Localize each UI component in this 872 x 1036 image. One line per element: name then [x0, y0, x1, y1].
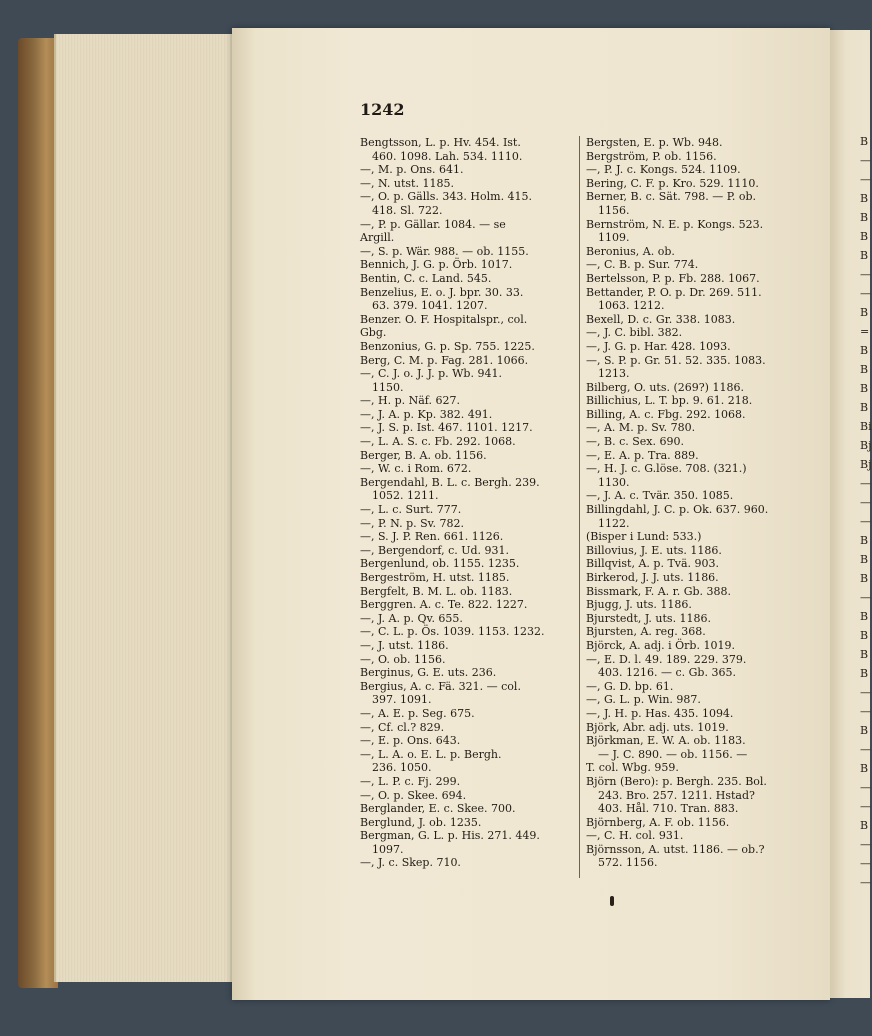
index-line: Bergenlund, ob. 1155. 1235. [360, 557, 520, 571]
next-page-fragment: — [860, 477, 871, 490]
next-page-fragment: B [860, 667, 869, 680]
index-line: Berg, C. M. p. Fag. 281. 1066. [360, 353, 529, 367]
index-line: Bergeström, H. utst. 1185. [360, 571, 510, 584]
next-page-fragment: B [860, 572, 869, 585]
index-line: Bering, C. F. p. Kro. 529. 1110. [586, 176, 759, 190]
column-divider [579, 136, 580, 878]
next-page-fragment: B [860, 724, 869, 737]
next-page-fragment: B [860, 306, 869, 319]
index-line: 1122. [598, 516, 630, 530]
left-column [360, 136, 572, 870]
index-line: 1109. [598, 231, 630, 245]
index-line: Björnsson, A. utst. 1186. — ob.? [586, 842, 765, 856]
next-page-fragment: — [860, 496, 871, 509]
next-page-fragment: — [860, 857, 871, 870]
index-line: Benzonius, G. p. Sp. 755. 1225. [360, 339, 535, 353]
index-line: —, J. utst. 1186. [360, 638, 449, 652]
right-column [586, 136, 816, 870]
ink-mark [610, 896, 614, 906]
index-line: Berggren. A. c. Te. 822. 1227. [360, 598, 528, 612]
index-line: —, C. L. p. Ös. 1039. 1153. 1232. [360, 625, 545, 639]
index-line: —, C. J. o. J. J. p. Wb. 941. [360, 367, 502, 381]
index-line: (Bisper i Lund: 533.) [586, 530, 702, 544]
index-line: —, L. P. c. Fj. 299. [360, 774, 461, 788]
index-line: 243. Bro. 257. 1211. Hstad? [598, 788, 755, 802]
next-page-fragment: = [860, 325, 870, 338]
index-line: —, J. A. c. Tvär. 350. 1085. [586, 489, 734, 503]
index-line: —, Cf. cl.? 829. [360, 720, 445, 734]
next-page-fragment: — [860, 743, 871, 756]
next-page-edge [830, 30, 870, 998]
index-line: —, O. p. Skee. 694. [360, 788, 467, 802]
page-edges [54, 34, 242, 982]
next-page-fragment: Bj [860, 439, 872, 452]
index-line: Bettander, P. O. p. Dr. 269. 511. [586, 285, 762, 299]
index-line: Bergström, P. ob. 1156. [586, 149, 717, 163]
index-line: Billovius, J. E. uts. 1186. [586, 543, 722, 557]
index-line: —, J. S. p. Ist. 467. 1101. 1217. [360, 421, 533, 435]
next-page-fragment: B [860, 192, 869, 205]
index-line: —, P. J. c. Kongs. 524. 1109. [586, 163, 741, 177]
index-line: Gbg. [360, 326, 387, 340]
next-page-fragment: B [860, 230, 869, 243]
index-line: Billingdahl, J. C. p. Ok. 637. 960. [586, 503, 769, 517]
index-line: —, G. D. bp. 61. [586, 679, 674, 693]
index-line: —, H. p. Näf. 627. [360, 394, 460, 408]
index-line: Bennich, J. G. p. Örb. 1017. [360, 258, 513, 272]
next-page-fragment: — [860, 686, 871, 699]
index-line: —, J. c. Skep. 710. [360, 856, 461, 870]
index-line: —, A. M. p. Sv. 780. [586, 421, 696, 435]
index-line: —, C. H. col. 931. [586, 829, 684, 843]
index-line: —, S. P. p. Gr. 51. 52. 335. 1083. [586, 353, 766, 367]
next-page-fragment: B [860, 629, 869, 642]
index-line: Bjugg, J. uts. 1186. [586, 598, 692, 612]
index-line: 460. 1098. Lah. 534. 1110. [372, 149, 523, 163]
index-line: 397. 1091. [372, 693, 432, 707]
index-line: —, Bergendorf, c. Ud. 931. [360, 543, 510, 557]
index-line: Bexell, D. c. Gr. 338. 1083. [586, 312, 736, 326]
index-line: 1213. [598, 367, 630, 381]
index-line: 418. Sl. 722. [372, 203, 443, 217]
next-page-fragment: B [860, 344, 869, 357]
index-line: —, E. p. Ons. 643. [360, 734, 461, 748]
index-line: —, C. B. p. Sur. 774. [586, 258, 699, 272]
book-page [232, 28, 830, 1000]
next-page-fragment: B [860, 382, 869, 395]
index-line: —, S. J. P. Ren. 661. 1126. [360, 530, 504, 544]
index-line: 1150. [372, 380, 404, 394]
index-line: Björn (Bero): p. Bergh. 235. Bol. [586, 774, 767, 788]
next-page-fragment: B [860, 249, 869, 262]
index-line: Björkman, E. W. A. ob. 1183. [586, 734, 746, 748]
index-line: Bergius, A. c. Fä. 321. — col. [360, 679, 521, 693]
index-line: 1063. 1212. [598, 299, 665, 313]
index-line: Berger, B. A. ob. 1156. [360, 448, 487, 462]
index-line: Berginus, G. E. uts. 236. [360, 666, 497, 680]
index-line: Berner, B. c. Sät. 798. — P. ob. [586, 190, 757, 204]
index-line: Berglund, J. ob. 1235. [360, 815, 482, 829]
index-line: Berglander, E. c. Skee. 700. [360, 802, 516, 816]
page-number: 1242 [360, 100, 405, 119]
next-page-fragment: — [860, 154, 871, 167]
next-page-fragment: — [860, 268, 871, 281]
index-line: —, O. p. Gälls. 343. Holm. 415. [360, 190, 533, 204]
next-page-fragment: — [860, 876, 871, 889]
index-line: 403. Hål. 710. Tran. 883. [598, 802, 739, 816]
index-line: 1052. 1211. [372, 489, 439, 503]
index-line: Bergfelt, B. M. L. ob. 1183. [360, 584, 513, 598]
index-line: Bissmark, F. A. r. Gb. 388. [586, 584, 732, 598]
index-line: —, P. p. Gällar. 1084. — se [360, 217, 506, 231]
next-page-fragment: B [860, 553, 869, 566]
book [18, 28, 872, 988]
next-page-fragment: B [860, 211, 869, 224]
index-line: Bjurstedt, J. uts. 1186. [586, 611, 712, 625]
index-line: —, L. A. S. c. Fb. 292. 1068. [360, 435, 516, 449]
index-line: —, J. G. p. Har. 428. 1093. [586, 339, 731, 353]
index-line: —, B. c. Sex. 690. [586, 435, 684, 449]
index-line: —, M. p. Ons. 641. [360, 163, 464, 177]
next-page-fragment: B [860, 534, 869, 547]
index-line: Bjursten, A. reg. 368. [586, 625, 706, 639]
index-line: Bertelsson, P. p. Fb. 288. 1067. [586, 271, 760, 285]
index-line: 63. 379. 1041. 1207. [372, 299, 488, 313]
next-page-fragment: B [860, 363, 869, 376]
next-page-fragment: B [860, 648, 869, 661]
index-line: —, L. c. Surt. 777. [360, 503, 462, 517]
index-line: T. col. Wbg. 959. [586, 761, 679, 775]
index-line: Billing, A. c. Fbg. 292. 1068. [586, 407, 746, 421]
next-page-fragment: — [860, 838, 871, 851]
next-page-fragment: B [860, 610, 869, 623]
next-page-fragment: Bj [860, 458, 872, 471]
index-line: Bergsten, E. p. Wb. 948. [586, 136, 723, 149]
index-line: Benzelius, E. o. J. bpr. 30. 33. [360, 285, 524, 299]
index-line: —, L. A. o. E. L. p. Bergh. [360, 747, 502, 761]
index-line: Björck, A. adj. i Örb. 1019. [586, 638, 735, 652]
index-line: —, N. utst. 1185. [360, 176, 454, 190]
index-line: Argill. [360, 231, 395, 245]
next-page-fragment: — [860, 781, 871, 794]
index-line: —, A. E. p. Seg. 675. [360, 706, 475, 720]
index-line: Bernström, N. E. p. Kongs. 523. [586, 217, 764, 231]
index-line: 1156. [598, 203, 630, 217]
next-page-fragment: B [860, 135, 869, 148]
next-page-fragment: — [860, 287, 871, 300]
index-line: —, E. D. l. 49. 189. 229. 379. [586, 652, 747, 666]
index-line: 236. 1050. [372, 761, 432, 775]
index-line: —, E. A. p. Tra. 889. [586, 448, 699, 462]
next-page-fragment: — [860, 591, 871, 604]
next-page-fragment: Bi [860, 420, 872, 433]
next-page-fragment: — [860, 515, 871, 528]
index-line: — J. C. 890. — ob. 1156. — [598, 747, 748, 761]
index-line: Björk, Abr. adj. uts. 1019. [586, 720, 729, 734]
index-line: Bengtsson, L. p. Hv. 454. Ist. [360, 136, 521, 149]
index-line: Birkerod, J. J. uts. 1186. [586, 571, 719, 584]
index-line: 1097. [372, 842, 404, 856]
index-line: 572. 1156. [598, 856, 658, 870]
book-cover [18, 38, 58, 988]
index-line: —, J. C. bibl. 382. [586, 326, 683, 340]
next-page-fragment: — [860, 800, 871, 813]
index-line: 1130. [598, 475, 630, 489]
index-line: —, P. N. p. Sv. 782. [360, 516, 465, 530]
index-line: —, J. H. p. Has. 435. 1094. [586, 706, 734, 720]
index-line: Bentin, C. c. Land. 545. [360, 271, 492, 285]
index-line: Benzer. O. F. Hospitalspr., col. [360, 312, 528, 326]
index-line: —, G. L. p. Win. 987. [586, 693, 701, 707]
index-line: Billichius, L. T. bp. 9. 61. 218. [586, 394, 753, 408]
index-line: 403. 1216. — c. Gb. 365. [598, 666, 736, 680]
index-line: Billqvist, A. p. Tvä. 903. [586, 557, 720, 571]
index-line: —, S. p. Wär. 988. — ob. 1155. [360, 244, 529, 258]
index-line: Bergman, G. L. p. His. 271. 449. [360, 829, 540, 843]
index-line: Beronius, A. ob. [586, 244, 675, 258]
next-page-fragment: — [860, 173, 871, 186]
next-page-fragment: B [860, 762, 869, 775]
index-line: —, W. c. i Rom. 672. [360, 462, 472, 476]
next-page-fragment: B [860, 401, 869, 414]
index-line: —, J. A. p. Qv. 655. [360, 611, 463, 625]
next-page-fragment: B [860, 819, 869, 832]
next-page-fragment: — [860, 705, 871, 718]
index-line: Bilberg, O. uts. (269?) 1186. [586, 380, 744, 394]
index-line: —, H. J. c. G.löse. 708. (321.) [586, 462, 747, 476]
index-line: Björnberg, A. F. ob. 1156. [586, 815, 730, 829]
index-line: Bergendahl, B. L. c. Bergh. 239. [360, 475, 540, 489]
index-line: —, J. A. p. Kp. 382. 491. [360, 407, 493, 421]
index-line: —, O. ob. 1156. [360, 652, 446, 666]
